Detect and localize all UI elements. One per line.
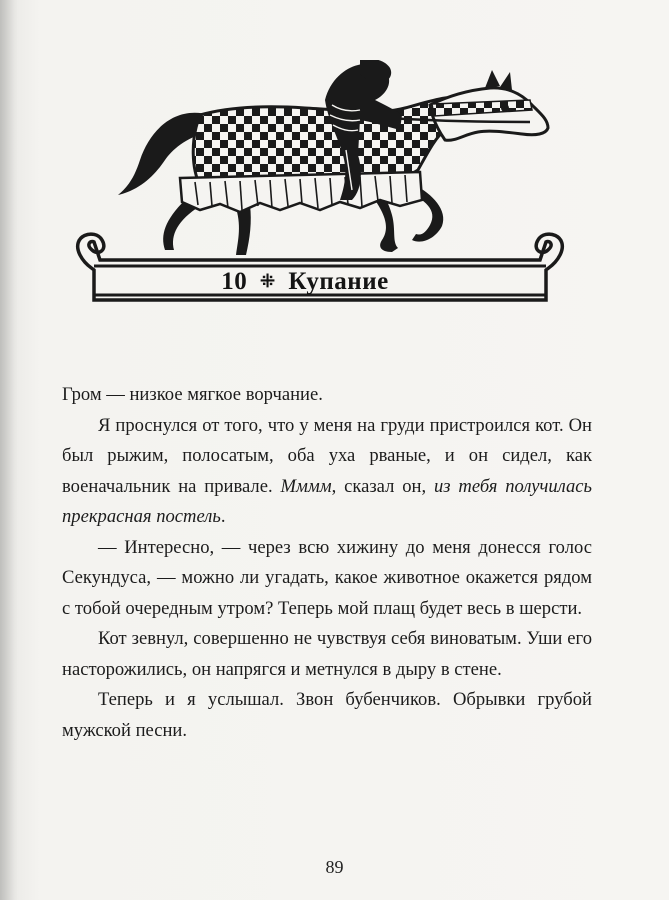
chapter-number: 10 [221, 268, 248, 295]
chapter-title [85, 268, 525, 296]
horse-front-leg [375, 200, 398, 252]
chapter-separator-icon: ⁜ [260, 271, 276, 291]
chapter-body [62, 380, 592, 746]
page-gutter-shadow [0, 0, 18, 900]
paragraph: — Интересно, — через всю хижину до меня донесся голос Секундуса, — можно ли угадать, какое животное окажется рядом с тобой очередным утром? Теперь мой плащ будет весь в шерсти. [62, 536, 592, 619]
paragraph: Гром — низкое мягкое ворчание. [62, 384, 323, 405]
paragraph: Я проснулся от того, что у меня на груди пристроился кот. Он был рыжим, полосатым, оба уха рваные, и он сидел, как военачальник на привале. Мммм, сказал он, из тебя получилась прекрасная постель. [62, 414, 592, 527]
chapter-name: Купание [288, 268, 389, 295]
paragraph: Теперь и я услышал. Звон бубенчиков. Обрывки грубой мужской песни. [62, 689, 592, 741]
horse-eye [501, 104, 509, 112]
horse-hind-leg-2 [235, 205, 251, 255]
page-number: 89 [325, 857, 344, 877]
paragraph: Кот зевнул, совершенно не чувствуя себя виноватым. Уши его насторожились, он напрягся и метнулся в дыру в стене. [62, 628, 592, 680]
